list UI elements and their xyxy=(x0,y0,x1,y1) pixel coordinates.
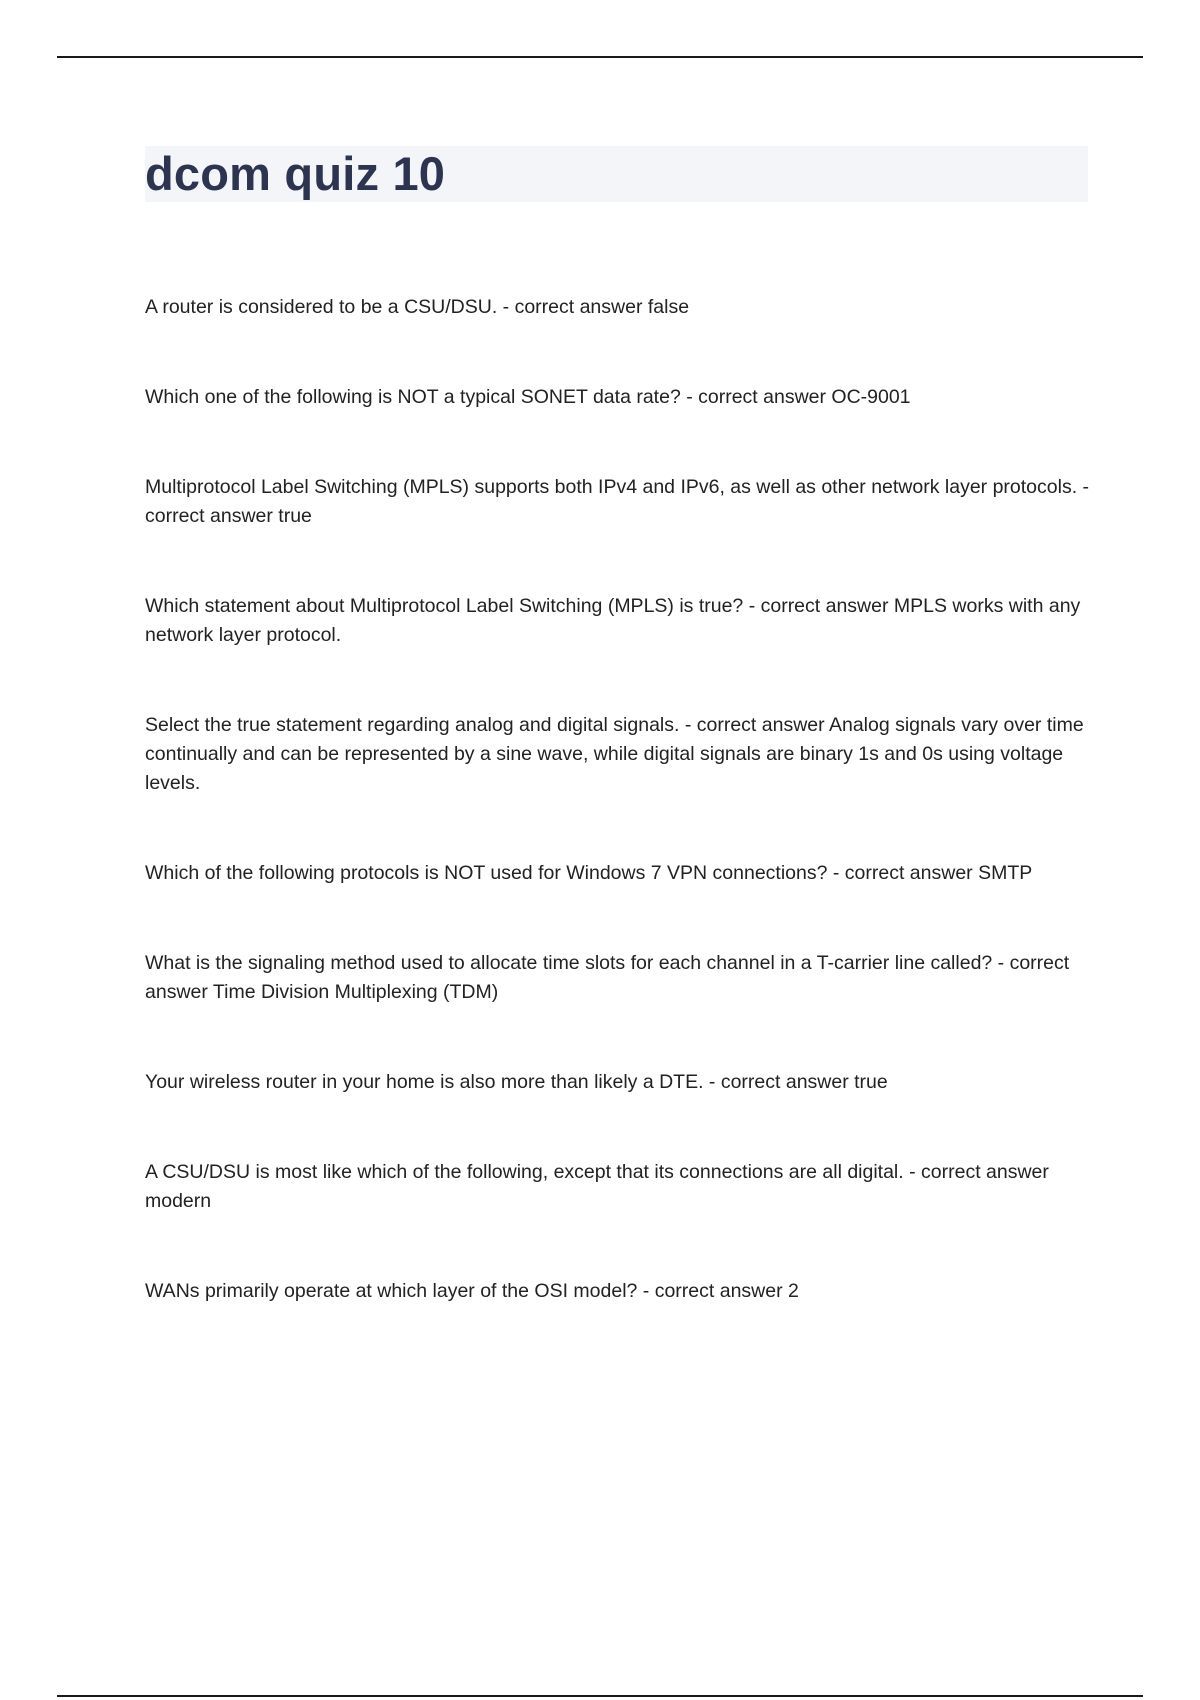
qa-list xyxy=(145,293,1090,1306)
qa-item: WANs primarily operate at which layer of the OSI model? - correct answer 2 xyxy=(145,1280,799,1302)
qa-item: A CSU/DSU is most like which of the following, except that its connections are all digital. - correct answer modern xyxy=(145,1161,1049,1212)
header-rule xyxy=(57,56,1143,58)
qa-item: Which one of the following is NOT a typical SONET data rate? - correct answer OC-9001 xyxy=(145,386,911,408)
qa-item: Multiprotocol Label Switching (MPLS) supports both IPv4 and IPv6, as well as other network layer protocols. - correct answer true xyxy=(145,476,1090,527)
page-title: dcom quiz 10 xyxy=(145,147,446,200)
qa-item: Your wireless router in your home is also more than likely a DTE. - correct answer true xyxy=(145,1071,888,1093)
footer-rule xyxy=(57,1695,1143,1697)
qa-item: What is the signaling method used to allocate time slots for each channel in a T-carrier line called? - correct answer Time Division Multiplexing (TDM) xyxy=(145,952,1070,1003)
qa-item: A router is considered to be a CSU/DSU. - correct answer false xyxy=(145,296,690,318)
qa-item: Which statement about Multiprotocol Label Switching (MPLS) is true? - correct answer MPLS works with any network layer protocol. xyxy=(145,595,1081,646)
qa-item: Which of the following protocols is NOT used for Windows 7 VPN connections? - correct answer SMTP xyxy=(145,862,1033,884)
qa-item: Select the true statement regarding analog and digital signals. - correct answer Analog signals vary over time continually and can be represented by a sine wave, while digital signals are binary 1s and 0s using voltage levels. xyxy=(145,714,1084,794)
